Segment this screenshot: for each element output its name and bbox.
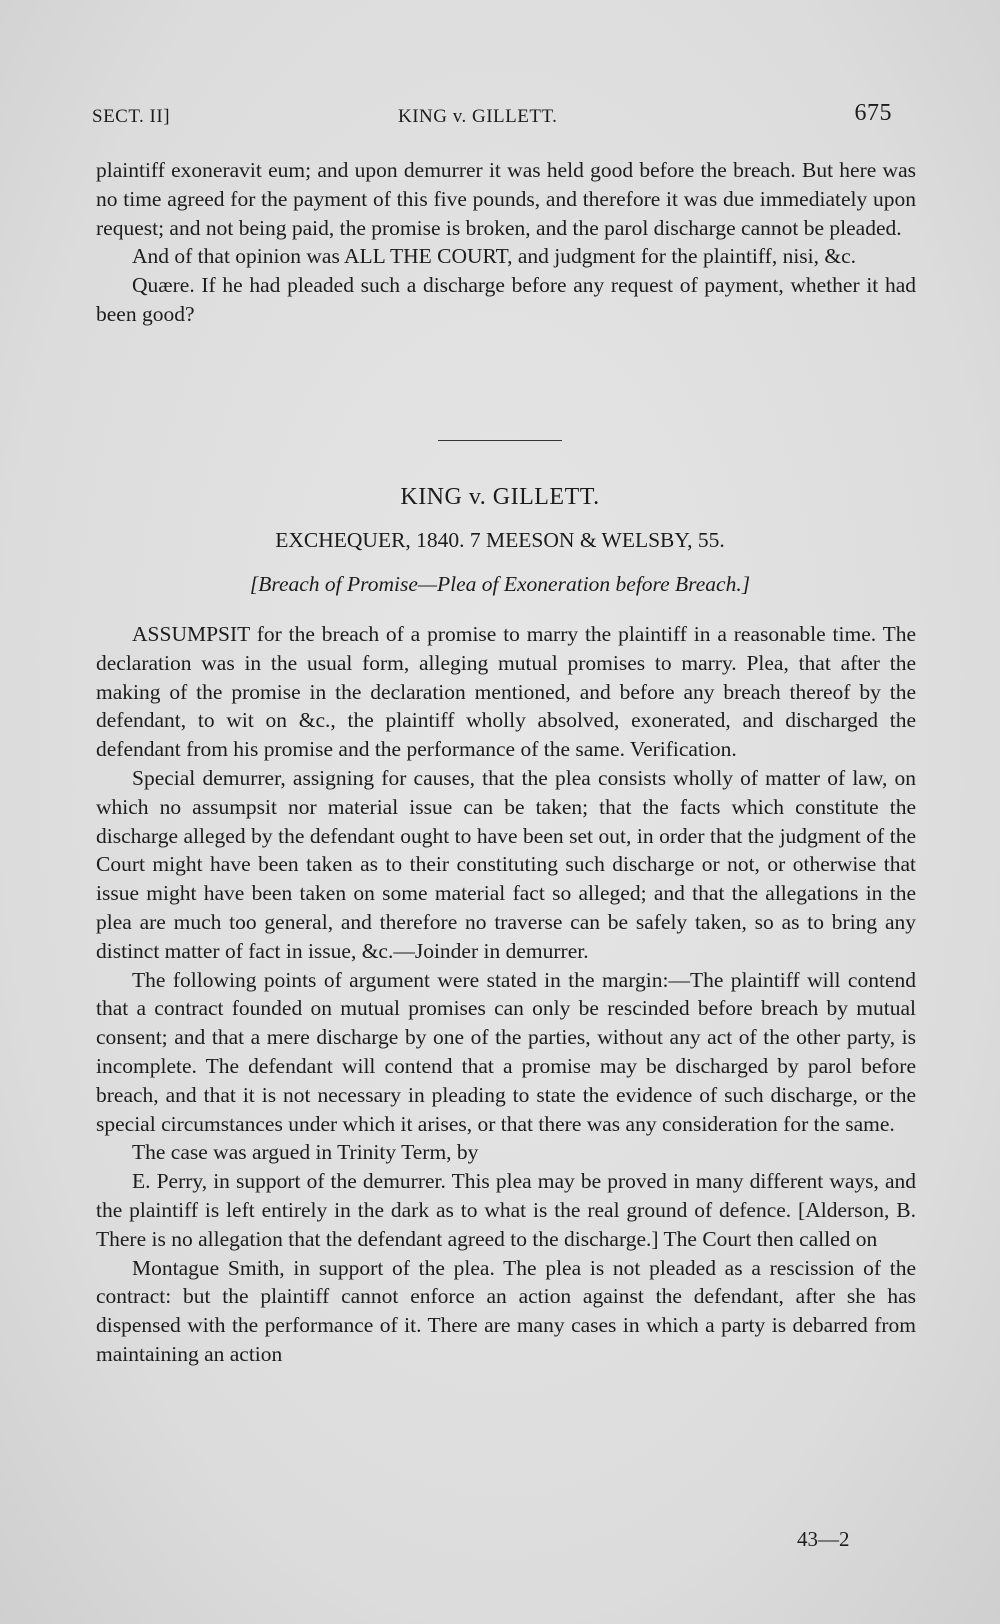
section-divider (438, 440, 562, 441)
case-citation: EXCHEQUER, 1840. 7 MEESON & WELSBY, 55. (275, 528, 725, 552)
page-number: 675 (854, 100, 892, 126)
case-subject: [Breach of Promise—Plea of Exoneration before Breach.] (249, 572, 751, 596)
paragraph: plaintiff exoneravit eum; and upon demurrer it was held good before the breach. But here was no time agreed for the payment of this five pounds, and therefore it was due immediately upon request; and not being paid, the promise is broken, and the parol discharge cannot be pleaded. (96, 158, 916, 240)
signature-mark: 43—2 (797, 1527, 850, 1551)
section-label: SECT. II] (92, 106, 171, 127)
paragraph: Montague Smith, in support of the plea. The plea is not pleaded as a rescission of the contract: but the plaintiff cannot enforce an action against the defendant, after she has dispensed with the performance of it. There are many cases in which a party is debarred from maintaining an action (96, 1255, 916, 1366)
paragraph: Quære. If he had pleaded such a discharge before any request of payment, whether it had been good? (96, 273, 916, 326)
paragraph: The case was argued in Trinity Term, by (132, 1140, 479, 1165)
paragraph: Special demurrer, assigning for causes, that the plea consists wholly of matter of law, on which no assumpsit nor material issue can be taken; that the facts which constitute the discharge alleged by the defendant ought to have been set out, in order that the judgment of the Court might have been taken as to their constituting such discharge or not, or otherwise that issue might have been taken on some material fact so alleged; and that the allegations in the plea are much too general, and therefore no traverse can be safely taken, so as to bring any distinct matter of fact in issue, &c.—Joinder in demurrer. (96, 765, 916, 963)
case-body (96, 620, 916, 1369)
running-header (92, 100, 892, 136)
paragraph: E. Perry, in support of the demurrer. This plea may be proved in many different ways, and the plaintiff is left entirely in the dark as to what is the real ground of defence. [Alderson, B. There is no allegation that the defendant agreed to the discharge.] The Court then called on (96, 1169, 916, 1251)
paragraph: The following points of argument were stated in the margin:—The plaintiff will contend that a contract founded on mutual promises can only be rescinded before breach by mutual consent; and that a mere discharge by one of the parties, without any act of the other party, is incomplete. The defendant will contend that a promise may be discharged by parol before breach, and that it is not necessary in pleading to state the evidence of such discharge, or the special circumstances under which it arises, or that there was any consideration for the same. (96, 967, 916, 1136)
running-title: KING v. GILLETT. (398, 106, 558, 127)
case-title: KING v. GILLETT. (400, 484, 600, 510)
previous-case-continuation (96, 156, 916, 329)
paragraph: And of that opinion was ALL THE COURT, and judgment for the plaintiff, nisi, &c. (132, 244, 857, 269)
paragraph: ASSUMPSIT for the breach of a promise to marry the plaintiff in a reasonable time. The declaration was in the usual form, alleging mutual promises to marry. Plea, that after the making of the promise in the declaration mentioned, and before any breach thereof by the defendant, to wit on &c., the plaintiff wholly absolved, exonerated, and discharged the defendant from his promise and the performance of the same. Verification. (96, 622, 916, 762)
